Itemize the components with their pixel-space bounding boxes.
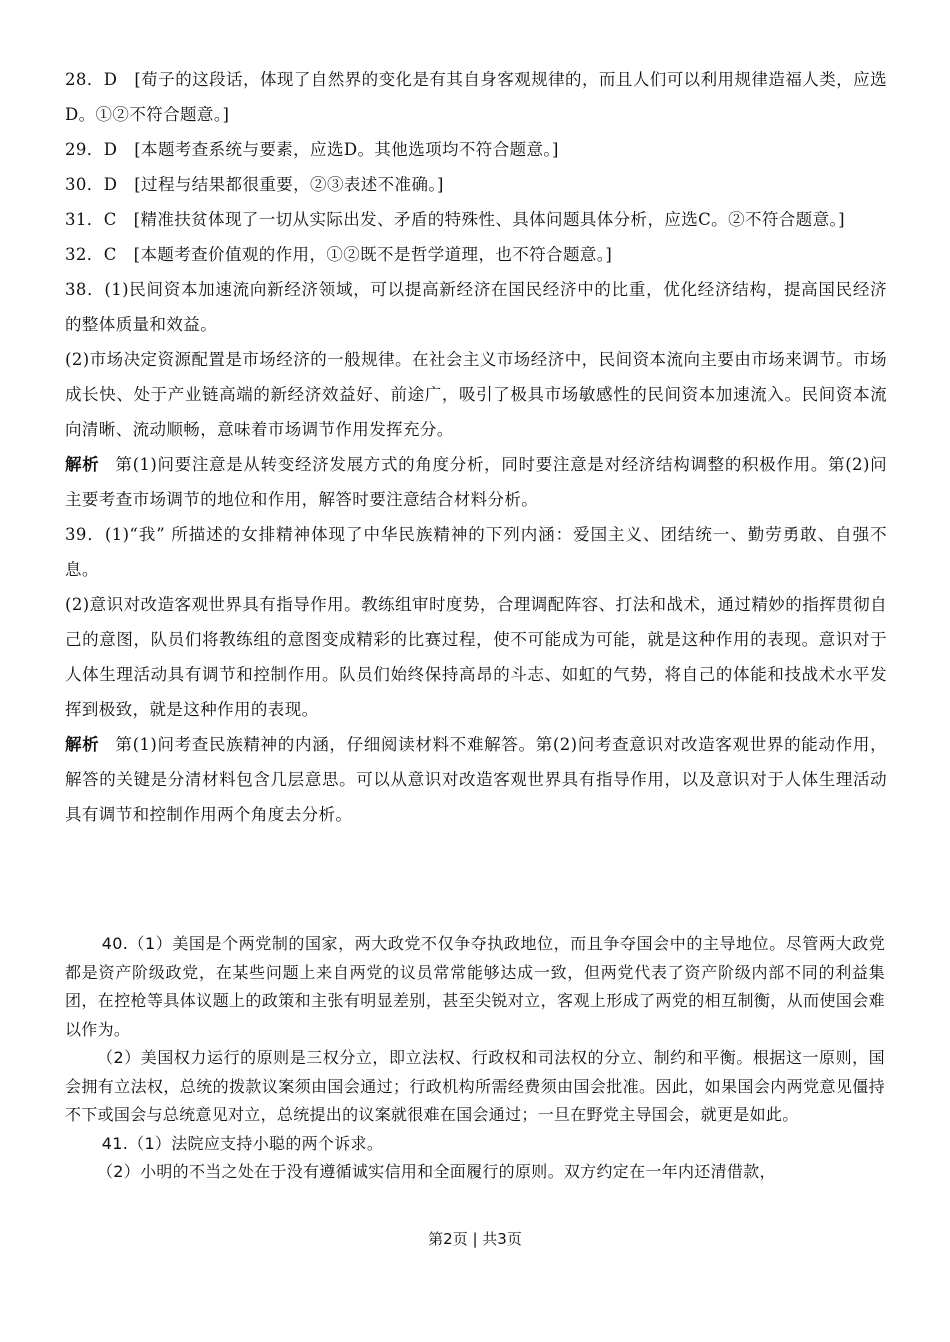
answer-q41-part1: 41.（1）法院应支持小聪的两个诉求。 — [101, 1133, 384, 1153]
analysis-label: 解析 — [65, 735, 100, 754]
answer-section-choice-and-essay — [65, 62, 887, 832]
answer-q30: 30．D [过程与结果都很重要，②③表述不准确。] — [65, 175, 444, 194]
analysis-q39 — [65, 727, 887, 832]
answer-q39-part2: (2)意识对改造客观世界具有指导作用。教练组审时度势，合理调配阵容、打法和战术，通过精妙的指挥贯彻自己的意图，队员们将教练组的意图变成精彩的比赛过程，使不可能成为可能，就是这种作用的表现。意识对于人体生理活动具有调节和控制作用。队员们始终保持高昂的斗志、如虹的气势，将自己的体能和技战术水平发挥到极致，就是这种作用的表现。 — [65, 595, 887, 719]
answer-q38-part1: 38．(1)民间资本加速流向新经济领域，可以提高新经济在国民经济中的比重，优化经济结构，提高国民经济的整体质量和效益。 — [65, 280, 887, 334]
analysis-q38 — [65, 447, 887, 517]
answer-q40-part1: 40.（1）美国是个两党制的国家，两大政党不仅争夺执政地位，而且争夺国会中的主导地位。尽管两大政党都是资产阶级政党，在某些问题上来自两党的议员常常能够达成一致，但两党代表了资产阶级内部不同的利益集团，在控枪等具体议题上的政策和主张有明显差别，甚至尖锐对立，客观上形成了两党的相互制衡，从而使国会难以作为。 — [65, 934, 885, 1039]
answer-q28: 28．D [荀子的这段话，体现了自然界的变化是有其自身客观规律的，而且人们可以利用规律造福人类，应选D。①②不符合题意。] — [65, 70, 887, 124]
answer-q39-part1: 39．(1)“我” 所描述的女排精神体现了中华民族精神的下列内涵：爱国主义、团结统一、勤劳勇敢、自强不息。 — [65, 525, 887, 579]
analysis-text: 第(1)问要注意是从转变经济发展方式的角度分析，同时要注意是对经济结构调整的积极作用。第(2)问主要考查市场调节的地位和作用，解答时要注意结合材料分析。 — [65, 455, 887, 509]
answer-section-40-41 — [65, 930, 885, 1187]
page-number-footer: 第2页 | 共3页 — [428, 1230, 522, 1248]
answer-q40-part2: （2）美国权力运行的原则是三权分立，即立法权、行政权和司法权的分立、制约和平衡。根据这一原则，国会拥有立法权，总统的拨款议案须由国会通过；行政机构所需经费须由国会批准。因此，如果国会内两党意见僵持不下或国会与总统意见对立，总统提出的议案就很难在国会通过；一旦在野党主导国会，就更是如此。 — [65, 1048, 885, 1124]
answer-q38-part2: (2)市场决定资源配置是市场经济的一般规律。在社会主义市场经济中，民间资本流向主要由市场来调节。市场成长快、处于产业链高端的新经济效益好、前途广，吸引了极具市场敏感性的民间资本加速流入。民间资本流向清晰、流动顺畅，意味着市场调节作用发挥充分。 — [65, 350, 887, 439]
analysis-label: 解析 — [65, 455, 100, 474]
answer-q31: 31．C [精准扶贫体现了一切从实际出发、矛盾的特殊性、具体问题具体分析，应选C。②不符合题意。] — [65, 210, 845, 229]
answer-q41-part2: （2）小明的不当之处在于没有遵循诚实信用和全面履行的原则。双方约定在一年内还清借款， — [97, 1162, 776, 1181]
analysis-text: 第(1)问考查民族精神的内涵，仔细阅读材料不难解答。第(2)问考查意识对改造客观世界的能动作用，解答的关键是分清材料包含几层意思。可以从意识对改造客观世界具有指导作用，以及意识对于人体生理活动具有调节和控制作用两个角度去分析。 — [65, 735, 887, 824]
answer-q32: 32．C [本题考查价值观的作用，①②既不是哲学道理，也不符合题意。] — [65, 245, 613, 264]
answer-q29: 29．D [本题考查系统与要素，应选D。其他选项均不符合题意。] — [65, 140, 559, 159]
